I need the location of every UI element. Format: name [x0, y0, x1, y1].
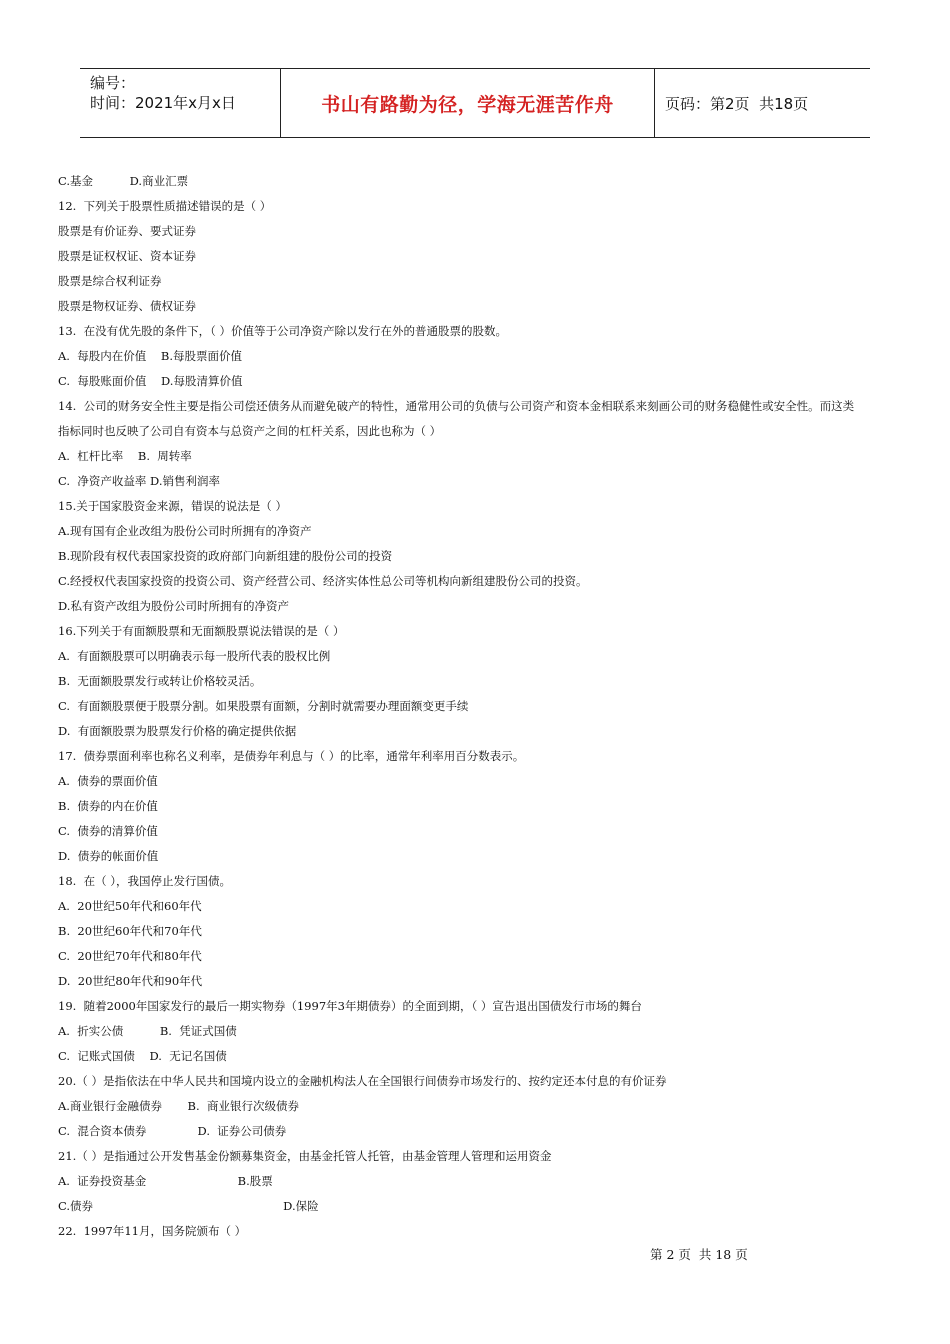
text-line: D. 债券的帐面价值 [58, 849, 159, 863]
text-line: C.债券 D.保险 [58, 1199, 319, 1213]
document-time-label: 时间：2021年x月x日 [90, 94, 236, 112]
text-line: D. 20世纪80年代和90年代 [58, 974, 203, 988]
text-line: 13. 在没有优先股的条件下，（ ）价值等于公司净资产除以发行在外的普通股票的股数。 [58, 324, 508, 338]
text-line: 股票是综合权利证券 [58, 274, 162, 288]
text-line: A. 每股内在价值 B.每股票面价值 [58, 349, 242, 363]
text-line: C.经授权代表国家投资的投资公司、资产经营公司、经济实体性总公司等机构向新组建股份公司的投资。 [58, 574, 588, 588]
text-line: 指标同时也反映了公司自有资本与总资产之间的杠杆关系，因此也称为（ ） [58, 424, 442, 438]
text-line: B.现阶段有权代表国家投资的政府部门向新组建的股份公司的投资 [58, 549, 393, 563]
text-line: A.商业银行金融债券 B. 商业银行次级债券 [58, 1099, 299, 1113]
page-footer: 第 2 页 共 18 页 [650, 1247, 748, 1262]
text-line: C. 每股账面价值 D.每股清算价值 [58, 374, 243, 388]
text-line: C. 记账式国债 D. 无记名国债 [58, 1049, 227, 1063]
text-line: C. 20世纪70年代和80年代 [58, 949, 202, 963]
text-line: C. 净资产收益率 D.销售利润率 [58, 474, 220, 488]
text-line: 15.关于国家股资金来源，错误的说法是（ ） [58, 499, 287, 513]
text-line: 22. 1997年11月，国务院颁布（ ） [58, 1224, 247, 1238]
text-line: C. 债券的清算价值 [58, 824, 158, 838]
text-line: 股票是证权权证、资本证券 [58, 249, 196, 263]
text-line: B. 债券的内在价值 [58, 799, 158, 813]
text-line: A. 20世纪50年代和60年代 [58, 899, 202, 913]
text-line: 股票是有价证券、要式证券 [58, 224, 196, 238]
text-line: C.基金 D.商业汇票 [58, 174, 189, 188]
text-line: 19. 随着2000年国家发行的最后一期实物券（1997年3年期债券）的全面到期，（ ）宣告退出国债发行市场的舞台 [58, 999, 642, 1013]
text-line: A. 证券投资基金 B.股票 [58, 1174, 273, 1188]
text-line: 18. 在（ ），我国停止发行国债。 [58, 874, 232, 888]
header-motto: 书山有路勤为径，学海无涯苦作舟 [281, 69, 655, 137]
text-line: D. 有面额股票为股票发行价格的确定提供依据 [58, 724, 297, 738]
text-line: A. 债券的票面价值 [58, 774, 158, 788]
text-line: A. 杠杆比率 B. 周转率 [58, 449, 192, 463]
text-line: 16.下列关于有面额股票和无面额股票说法错误的是（ ） [58, 624, 345, 638]
page-header [80, 68, 870, 138]
text-line: B. 无面额股票发行或转让价格较灵活。 [58, 674, 262, 688]
text-line: 17. 债券票面利率也称名义利率，是债券年利息与（ ）的比率，通常年利率用百分数表示。 [58, 749, 525, 763]
text-line: A. 有面额股票可以明确表示每一股所代表的股权比例 [58, 649, 331, 663]
text-line: 12. 下列关于股票性质描述错误的是（ ） [58, 199, 272, 213]
text-line: A. 折实公债 B. 凭证式国债 [58, 1024, 237, 1038]
document-number-label: 编号： [90, 74, 136, 92]
text-line: 20.（ ）是指依法在中华人民共和国境内设立的金融机构法人在全国银行间债券市场发行的、按约定还本付息的有价证券 [58, 1074, 667, 1088]
header-meta [80, 69, 281, 137]
text-line: B. 20世纪60年代和70年代 [58, 924, 202, 938]
text-line: 14. 公司的财务安全性主要是指公司偿还债务从而避免破产的特性，通常用公司的负债与公司资产和资本金相联系来刻画公司的财务稳健性或安全性。而这类 [58, 399, 855, 413]
text-line: D.私有资产改组为股份公司时所拥有的净资产 [58, 599, 289, 613]
text-line: 21.（ ）是指通过公开发售基金份额募集资金，由基金托管人托管，由基金管理人管理和运用资金 [58, 1149, 552, 1163]
text-line: C. 混合资本债券 D. 证券公司债券 [58, 1124, 287, 1138]
text-line: A.现有国有企业改组为股份公司时所拥有的净资产 [58, 524, 312, 538]
text-line: C. 有面额股票便于股票分割。如果股票有面额，分割时就需要办理面额变更手续 [58, 699, 469, 713]
document-body [58, 170, 898, 1245]
header-page-info: 页码：第2页 共18页 [665, 94, 809, 113]
text-line: 股票是物权证券、债权证券 [58, 299, 196, 313]
